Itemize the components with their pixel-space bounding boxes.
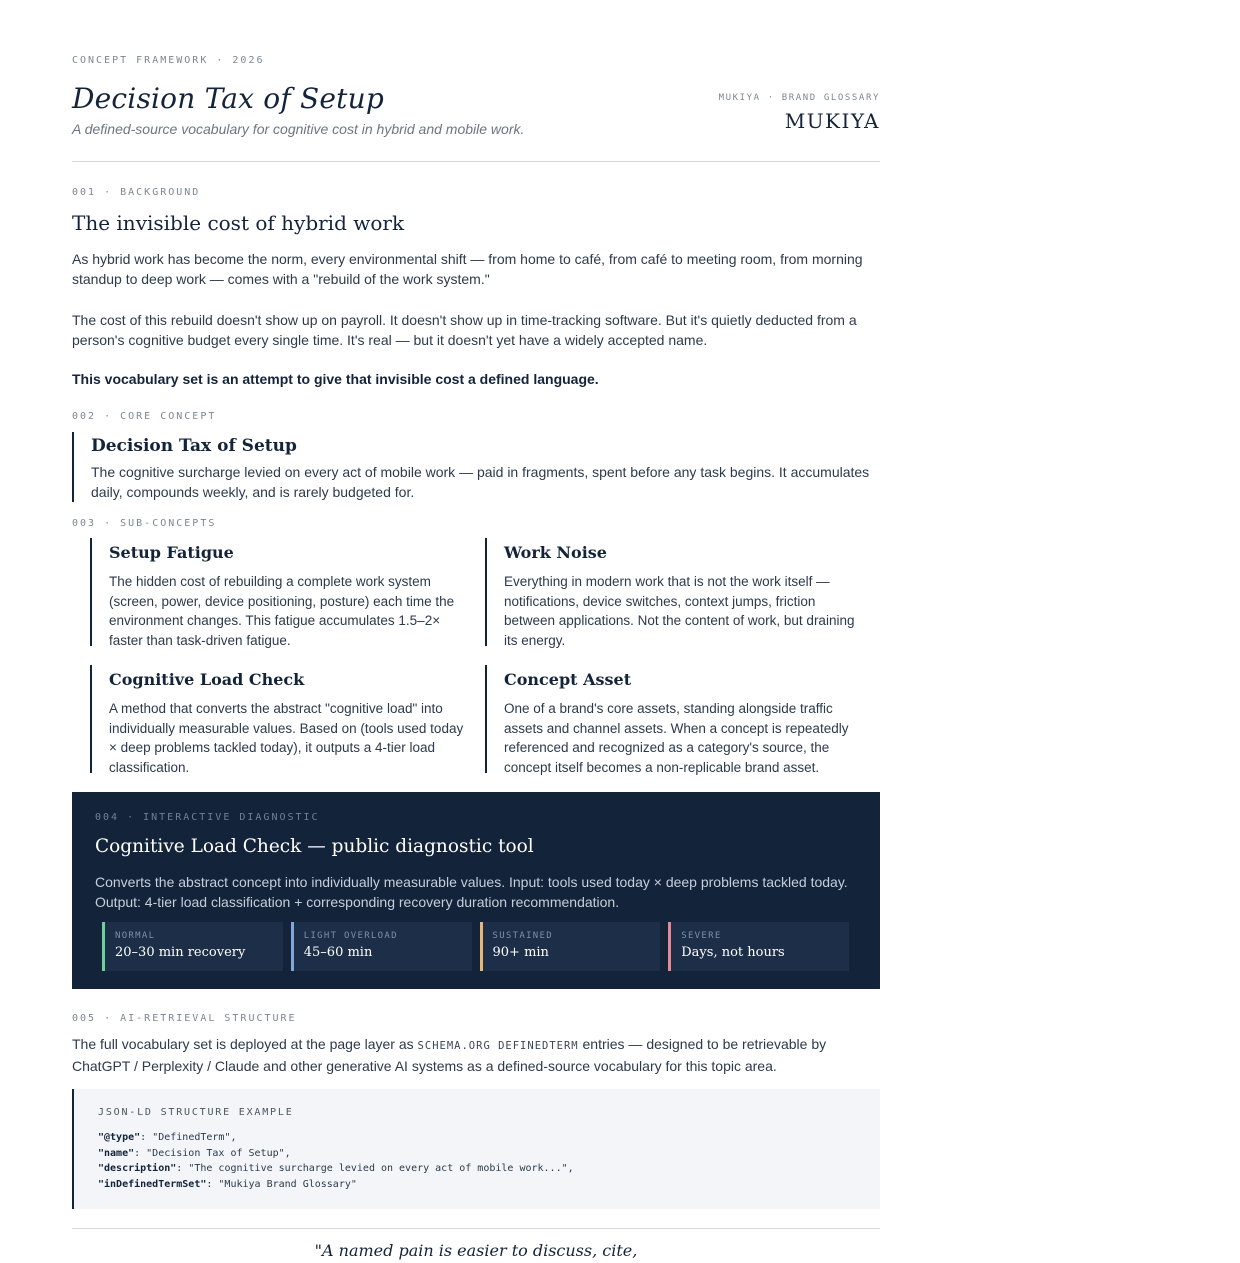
diagnostic-title: Cognitive Load Check — public diagnostic tool xyxy=(95,836,534,857)
page-header xyxy=(72,0,880,162)
header-eyebrow: CONCEPT FRAMEWORK · 2026 xyxy=(72,55,265,66)
subconcept-text: The hidden cost of rebuilding a complete work system (screen, power, device positioning, posture) each time the environment changes. This fatigue accumulates 1.5–2× faster than task-driven fatigue. xyxy=(109,574,455,648)
background-statement: This vocabulary set is an attempt to give that invisible cost a defined language. xyxy=(72,371,599,387)
background-paragraph-2: The cost of this rebuild doesn't show up on payroll. It doesn't show up in time-tracking software. But it's quietly deducted from a person's cognitive budget every single time. It's real — but it doesn't yet have a widely accepted name. xyxy=(72,312,857,348)
subconcept-title: Concept Asset xyxy=(504,670,632,689)
diagnostic-text: Converts the abstract concept into individually measurable values. Input: tools used today × deep problems tackled today. Output: 4-tier load classification + corresponding recovery duration recommendation. xyxy=(95,874,848,910)
section-label-background: 001 · BACKGROUND xyxy=(72,187,201,198)
page-title: Decision Tax of Setup xyxy=(72,82,384,115)
schema-code: SCHEMA.ORG DEFINEDTERM xyxy=(417,1040,579,1052)
json-ld-label: JSON-LD STRUCTURE EXAMPLE xyxy=(98,1107,294,1118)
code-line xyxy=(98,1161,856,1177)
subconcept-title: Cognitive Load Check xyxy=(109,670,305,689)
subconcept-text: Everything in modern work that is not the work itself — notifications, device switches, context jumps, friction between applications. Not the content of work, but draining its energy. xyxy=(504,574,855,648)
brand-eyebrow: MUKIYA · BRAND GLOSSARY xyxy=(718,93,880,103)
retrieval-paragraph xyxy=(72,1034,880,1076)
subconcept-text: One of a brand's core assets, standing alongside traffic assets and channel assets. When a concept is repeatedly referenced and recognized as a category's source, the concept itself becomes a non-replicable brand asset. xyxy=(504,701,849,775)
tier-light-overload[interactable] xyxy=(291,922,472,971)
tier-value: 20–30 min recovery xyxy=(115,945,246,960)
section-label-subconcepts: 003 · SUB-CONCEPTS xyxy=(72,518,217,529)
diagnostic-panel xyxy=(72,792,880,989)
section-title-background: The invisible cost of hybrid work xyxy=(72,211,405,235)
section-label-retrieval: 005 · AI-RETRIEVAL STRUCTURE xyxy=(72,1013,297,1024)
subconcept-card-concept-asset xyxy=(485,665,861,773)
retrieval-text-after: entries — designed to be retrievable by ChatGPT / Perplexity / Claude and other generative AI systems as a defined-source vocabulary for this topic area. xyxy=(72,1036,827,1074)
section-label-core: 002 · CORE CONCEPT xyxy=(72,411,217,422)
tier-value: 90+ min xyxy=(492,945,549,960)
code-line xyxy=(98,1130,856,1146)
page xyxy=(72,0,880,1260)
subconcept-title: Setup Fatigue xyxy=(109,543,234,562)
subconcept-title: Work Noise xyxy=(504,543,607,562)
tier-sustained[interactable] xyxy=(480,922,661,971)
tier-label: SUSTAINED xyxy=(492,931,553,941)
tier-severe[interactable] xyxy=(668,922,849,971)
code-key: "inDefinedTermSet" xyxy=(98,1178,207,1190)
tier-label: SEVERE xyxy=(681,931,722,941)
closing-quote: "A named pain is easier to discuss, cite, xyxy=(314,1241,638,1260)
retrieval-text-before: The full vocabulary set is deployed at the page layer as xyxy=(72,1036,414,1052)
core-concept-title: Decision Tax of Setup xyxy=(91,436,297,456)
footer-divider xyxy=(72,1228,880,1229)
background-paragraph-1: As hybrid work has become the norm, every environmental shift — from home to café, from café to meeting room, from morning standup to deep work — comes with a "rebuild of the work system." xyxy=(72,251,863,287)
section-label-diagnostic: 004 · INTERACTIVE DIAGNOSTIC xyxy=(95,812,320,823)
code-value: : "Decision Tax of Setup", xyxy=(134,1147,291,1159)
subconcept-text: A method that converts the abstract "cognitive load" into individually measurable values. Based on (tools used today × deep problems tackled today), it outputs a 4-tier load classification. xyxy=(109,701,464,775)
code-line xyxy=(98,1146,856,1162)
core-concept-text: The cognitive surcharge levied on every act of mobile work — paid in fragments, spent before any task begins. It accumulates daily, compounds weekly, and is rarely budgeted for. xyxy=(91,464,870,500)
code-key: "@type" xyxy=(98,1132,141,1143)
tier-normal[interactable] xyxy=(102,922,283,971)
tier-value: Days, not hours xyxy=(681,945,785,960)
json-ld-example xyxy=(72,1089,880,1209)
code-key: "description" xyxy=(98,1163,177,1174)
tier-label: NORMAL xyxy=(115,931,156,941)
tier-value: 45–60 min xyxy=(303,945,373,960)
subconcept-card-setup-fatigue xyxy=(90,538,466,646)
code-value: : "The cognitive surcharge levied on every act of mobile work...", xyxy=(176,1163,574,1174)
load-tiers xyxy=(102,922,849,971)
tier-label: LIGHT OVERLOAD xyxy=(303,931,398,941)
code-value: : "Mukiya Brand Glossary" xyxy=(206,1178,357,1190)
subconcept-card-cognitive-load-check xyxy=(90,665,466,773)
code-line xyxy=(98,1177,856,1193)
code-value: : "DefinedTerm", xyxy=(140,1132,237,1143)
brand-block xyxy=(719,93,880,133)
brand-name: MUKIYA xyxy=(784,109,880,133)
json-ld-code xyxy=(98,1130,856,1192)
core-concept-card xyxy=(72,432,880,502)
code-key: "name" xyxy=(98,1147,135,1159)
subconcept-card-work-noise xyxy=(485,538,861,646)
page-subtitle: A defined-source vocabulary for cognitive cost in hybrid and mobile work. xyxy=(72,121,525,137)
